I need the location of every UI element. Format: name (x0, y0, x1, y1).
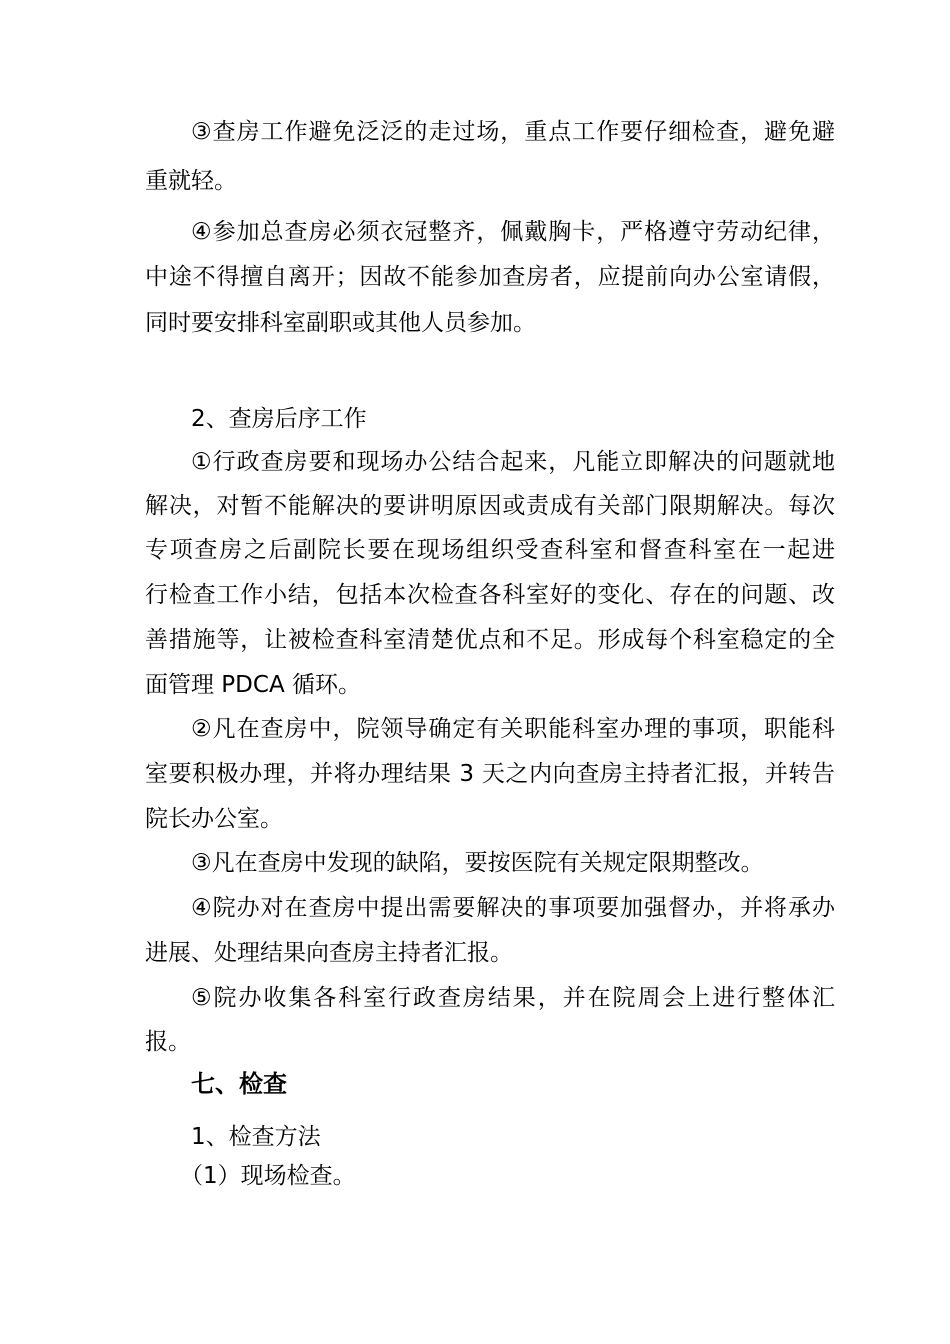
paragraph-line: 同时要安排科室副职或其他人员参加。 (145, 310, 536, 336)
paragraph-line: ④参加总查房必须衣冠整齐，佩戴胸卡，严格遵守劳动纪律， (191, 219, 835, 245)
paragraph-line: ①行政查房要和现场办公结合起来，凡能立即解决的问题就地 (191, 449, 835, 475)
paragraph-line: ②凡在查房中，院领导确定有关职能科室办理的事项，职能科 (191, 716, 835, 742)
paragraph-line: ④院办对在查房中提出需要解决的事项要加强督办，并将承办 (191, 895, 835, 921)
paragraph-line: 专项查房之后副院长要在现场组织受查科室和督查科室在一起进 (145, 537, 835, 563)
paragraph-line: ③凡在查房中发现的缺陷，要按医院有关规定限期整改。 (191, 850, 764, 876)
paragraph-line: 面管理 PDCA 循环。 (145, 672, 361, 698)
list-item: （1）现场检查。 (180, 1163, 356, 1189)
paragraph-line: ⑤院办收集各科室行政查房结果，并在院周会上进行整体汇 (191, 985, 835, 1011)
subsection-title: 1、检查方法 (191, 1124, 321, 1150)
chapter-heading: 七、检查 (191, 1070, 287, 1098)
paragraph-line: 进展、处理结果向查房主持者汇报。 (145, 940, 513, 966)
paragraph-line: 报。 (145, 1029, 191, 1055)
section-title: 2、查房后序工作 (191, 406, 367, 432)
paragraph-line: 善措施等，让被检查科室清楚优点和不足。形成每个科室稳定的全 (145, 627, 835, 653)
paragraph-line: 中途不得擅自离开；因故不能参加查房者，应提前向办公室请假， (145, 264, 835, 290)
paragraph-line: 解决，对暂不能解决的要讲明原因或责成有关部门限期解决。每次 (145, 493, 835, 519)
paragraph-line: 行检查工作小结，包括本次检查各科室好的变化、存在的问题、改 (145, 582, 835, 608)
paragraph-line: 院长办公室。 (145, 806, 283, 832)
paragraph-line: 重就轻。 (145, 168, 237, 194)
paragraph-line: 室要积极办理，并将办理结果 3 天之内向查房主持者汇报，并转告 (145, 761, 835, 787)
paragraph-line: ③查房工作避免泛泛的走过场，重点工作要仔细检查，避免避 (191, 119, 835, 145)
